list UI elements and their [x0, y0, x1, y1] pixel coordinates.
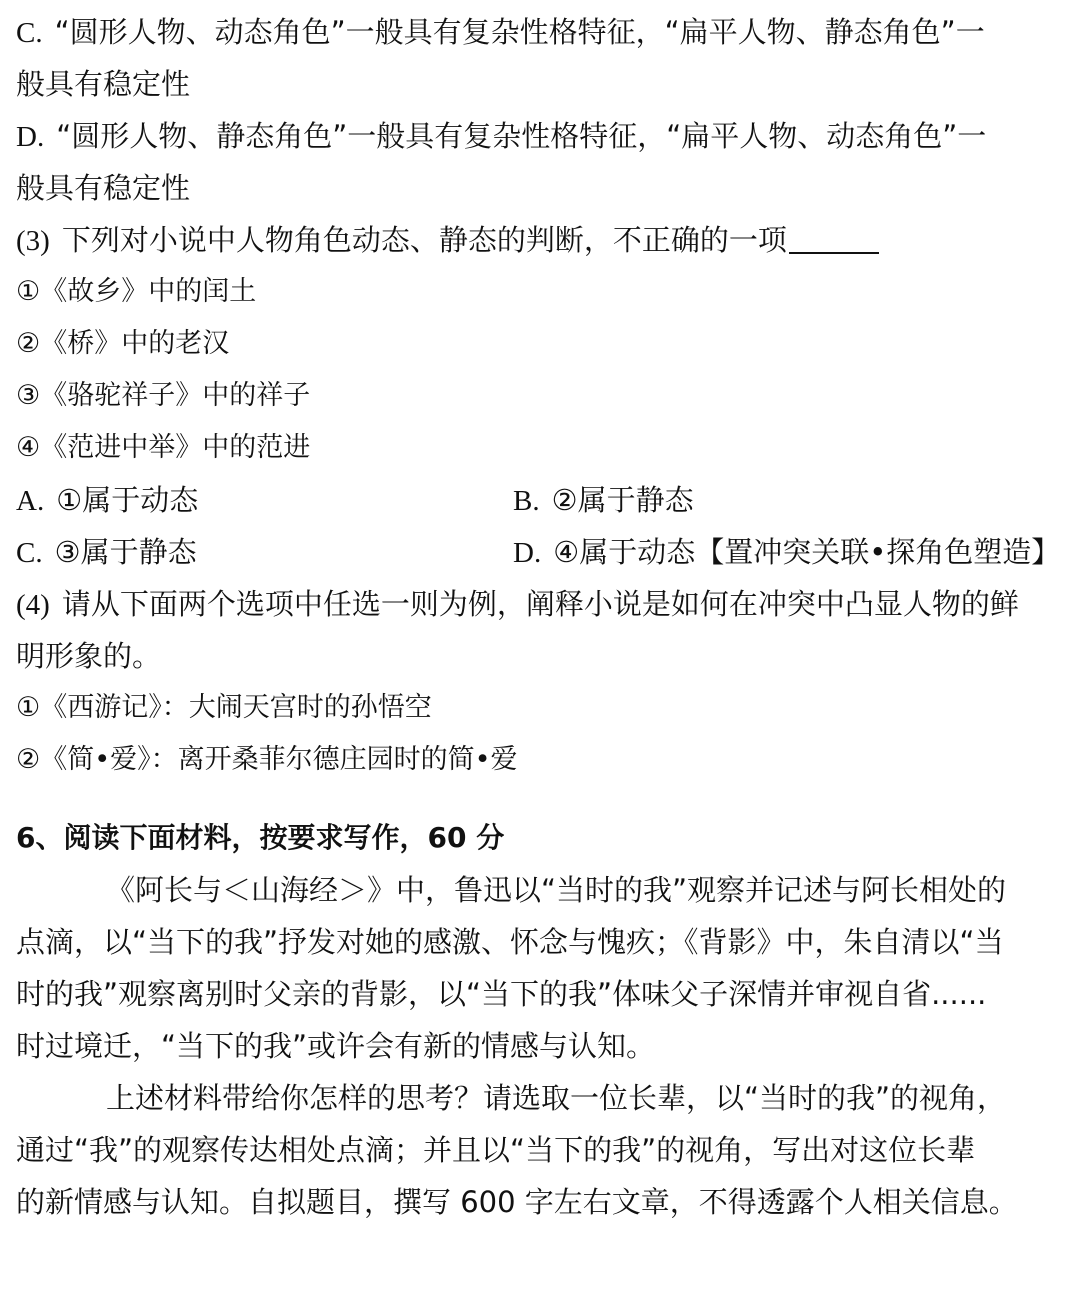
q3-option-c-label: C.	[16, 537, 43, 569]
q6-para1-line: 时的我”观察离别时父亲的背影，以“当下的我”体味父子深情并审视自省......	[16, 977, 987, 1011]
section-gap	[16, 786, 1068, 812]
q4-number: (4)	[16, 589, 50, 621]
q3-options-row-2	[16, 526, 1068, 578]
q2-option-c-line1	[16, 6, 1068, 58]
q3-option-b-label: B.	[513, 485, 540, 517]
q6-para2-line: 通过“我”的观察传达相处点滴；并且以“当下的我”的视角，写出对这位长辈	[16, 1133, 976, 1167]
q4-choice: ①《西游记》：大闹天宫时的孙悟空	[16, 692, 432, 723]
q2-option-d-line1	[16, 110, 1068, 162]
q2-option-c-line2: 般具有稳定性	[16, 67, 191, 101]
q3-option-b-text: ②属于静态	[551, 483, 694, 517]
q4-stem-text: 请从下面两个选项中任选一则为例，阐释小说是如何在冲突中凸显人物的鲜	[61, 587, 1019, 621]
q2-option-d-line2: 般具有稳定性	[16, 171, 191, 205]
q3-option-d	[513, 526, 1068, 578]
q6-heading: 6、阅读下面材料，按要求写作，60 分	[16, 821, 505, 854]
q2-option-d-text: “圆形人物、静态角色”一般具有复杂性格特征，“扁平人物、动态角色”一	[56, 119, 987, 153]
q3-option-b	[513, 474, 1068, 526]
q2-option-c-text: “圆形人物、动态角色”一般具有复杂性格特征，“扁平人物、静态角色”一	[54, 15, 985, 49]
q3-stem-text: 下列对小说中人物角色动态、静态的判断，不正确的一项	[61, 223, 787, 257]
q3-option-c-text: ③属于静态	[54, 535, 197, 569]
q4-stem-line1	[16, 578, 1068, 630]
q3-option-a-text: ①属于动态	[56, 483, 199, 517]
q4-stem-line2: 明形象的。	[16, 639, 162, 673]
q6-para2-line: 的新情感与认知。自拟题目，撰写 600 字左右文章，不得透露个人相关信息。	[16, 1185, 1018, 1219]
q6-para1-line: 《阿长与＜山海经＞》中，鲁迅以“当时的我”观察并记述与阿长相处的	[106, 873, 1007, 907]
q2-option-c-label: C.	[16, 17, 43, 49]
q3-option-a	[16, 474, 513, 526]
q6-para2-line: 上述材料带给你怎样的思考？请选取一位长辈，以“当时的我”的视角，	[106, 1081, 1007, 1115]
answer-blank[interactable]	[789, 222, 879, 254]
q6-para1-line: 点滴，以“当下的我”抒发对她的感激、怀念与愧疚；《背影》中，朱自清以“当	[16, 925, 1004, 959]
q3-item: ④《范进中举》中的范进	[16, 432, 311, 463]
q3-item: ①《故乡》中的闰土	[16, 276, 257, 307]
q3-option-a-label: A.	[16, 485, 45, 517]
q3-option-d-label: D.	[513, 537, 542, 569]
q2-option-d-label: D.	[16, 121, 45, 153]
exam-page	[16, 6, 1068, 1228]
q3-number: (3)	[16, 225, 50, 257]
q3-options-row-1	[16, 474, 1068, 526]
q4-choice: ②《简•爱》：离开桑菲尔德庄园时的简•爱	[16, 744, 518, 775]
q6-para1-line: 时过境迁，“当下的我”或许会有新的情感与认知。	[16, 1029, 656, 1063]
q3-item: ③《骆驼祥子》中的祥子	[16, 380, 311, 411]
q3-option-c	[16, 526, 513, 578]
q3-option-d-text: ④属于动态【置冲突关联•探角色塑造】	[553, 535, 1061, 569]
q3-stem	[16, 214, 1068, 266]
q3-item: ②《桥》中的老汉	[16, 328, 230, 359]
